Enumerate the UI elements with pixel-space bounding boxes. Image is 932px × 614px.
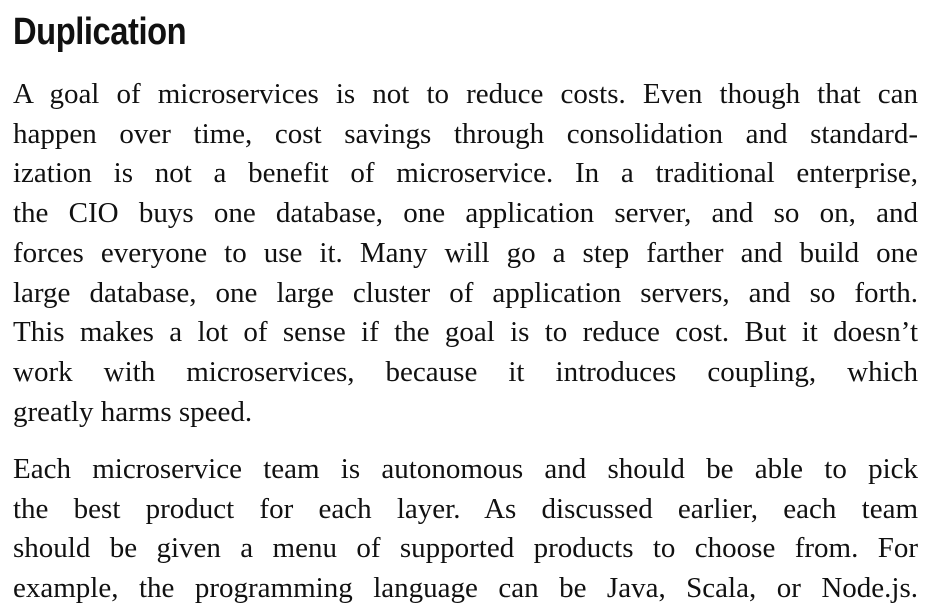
paragraph-line: happen over time, cost savings through consolidation and standard- (13, 117, 918, 150)
paragraph-line: This makes a lot of sense if the goal is to reduce cost. But it doesn’t (13, 316, 918, 349)
paragraph-line: the best product for each layer. As discussed earlier, each team (13, 492, 918, 525)
paragraph-line: greatly harms speed. (13, 395, 253, 428)
paragraph-1 (13, 75, 918, 432)
paragraph-line: ization is not a benefit of microservice. In a traditional enterprise, (13, 157, 918, 190)
paragraph-2 (13, 450, 918, 609)
section-heading: Duplication (13, 11, 187, 53)
paragraph-line: large database, one large cluster of application servers, and so forth. (13, 276, 918, 309)
paragraph-line: Each microservice team is autonomous and should be able to pick (13, 453, 918, 485)
paragraph-line: should be given a menu of supported products to choose from. For (13, 532, 918, 565)
paragraph-line: example, the programming language can be Java, Scala, or Node.js. (13, 572, 918, 605)
paragraph-line: forces everyone to use it. Many will go a step farther and build one (13, 236, 918, 269)
paragraph-line: A goal of microservices is not to reduce costs. Even though that can (13, 78, 918, 110)
paragraph-line: work with microservices, because it introduces coupling, which (13, 355, 918, 388)
paragraph-line: the CIO buys one database, one application server, and so on, and (13, 197, 918, 230)
